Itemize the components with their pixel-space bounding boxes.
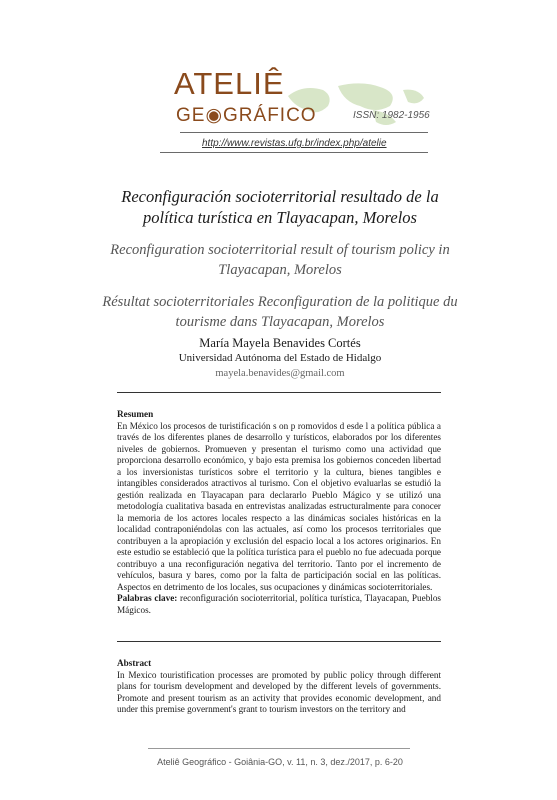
footer-divider: [148, 748, 410, 749]
author-affiliation: Universidad Autónoma del Estado de Hidalgo: [178, 352, 382, 364]
resumen-section: [117, 409, 441, 616]
header-divider-bottom: [160, 152, 428, 153]
author-email[interactable]: mayela.benavides@gmail.com: [215, 368, 345, 379]
resumen-text: En México los procesos de turistificación s on p romovidos d esde l a política pública a través de los diferentes planes de desarrollo y turísticos, elaborados por los diferentes niveles de gobiernos. Promueven y presentan el turismo como una actividad que proporciona desarrollo económico, y bajo esta premisa los gobiernos conceden libertad a los inversionistas turísticos sobre el territorio y la cultura, bienes tangibles e intangibles considerados atractivos al turismo. Con el objetivo evaluarlas se estudió la gestión realizada en Tlayacapan para declararlo Pueblo Mágico y se utilizó una metodología cualitativa basada en entrevistas analizadas estructuralmente para conocer la memoria de los actores locales respecto a las dinámicas sociales históricas en la localidad contraponiéndolas con las actuales, así como los procesos territoriales que contribuyen a la apropiación y exclusión del espacio local a los actores originarios. En este estudio se estableció que la política turística para el pueblo no fue adecuada porque contribuyo a una reconfiguración negativa del territorio. Tanto por el incremento de vehículos, basura y bares, como por la falta de participación social en las políticas. Aspectos en detrimento de los locales, sus ocupaciones y dinámicas socioterritoriales.: [117, 420, 441, 592]
journal-logo-subtext: GE◉GRÁFICO: [176, 105, 317, 126]
header-divider: [180, 132, 428, 133]
author-name: María Mayela Benavides Cortés: [199, 336, 361, 350]
title-french: Résultat socioterritoriales Reconfiguration de la politique du tourisme dans Tlayacapan, Morelos: [102, 294, 458, 330]
issn: ISSN: 1982-1956: [353, 110, 430, 121]
section-divider: [117, 392, 441, 393]
abstract-heading: Abstract: [117, 658, 152, 668]
journal-header: [160, 62, 440, 157]
title-spanish: Reconfiguración socioterritorial resultado de la política turística en Tlayacapan, Morelos: [121, 187, 439, 227]
page-footer: Ateliê Geográfico - Goiânia-GO, v. 11, n. 3, dez./2017, p. 6-20: [157, 757, 403, 767]
author-block: [100, 335, 460, 381]
title-english: Reconfiguration socioterritorial result of tourism policy in Tlayacapan, Morelos: [110, 242, 450, 278]
abstract-text: In Mexico touristification processes are promoted by public policy through different plans for tourism development and developed by the different levels of governments. Promote and present tourism as an activity that provides economic development, and under this premise government's grant to tourism investors on the territory and: [117, 669, 441, 714]
journal-logo-text: ATELIÊ: [174, 66, 285, 101]
section-divider: [117, 641, 441, 642]
resumen-heading: Resumen: [117, 409, 154, 419]
journal-url-link[interactable]: http://www.revistas.ufg.br/index.php/atelie: [202, 138, 387, 149]
abstract-section: [117, 658, 441, 716]
keywords-label: Palabras clave:: [117, 593, 178, 603]
keywords-line: [117, 593, 441, 616]
keywords-text: reconfiguración socioterritorial, política turística, Tlayacapan, Pueblos Mágicos.: [117, 593, 442, 615]
